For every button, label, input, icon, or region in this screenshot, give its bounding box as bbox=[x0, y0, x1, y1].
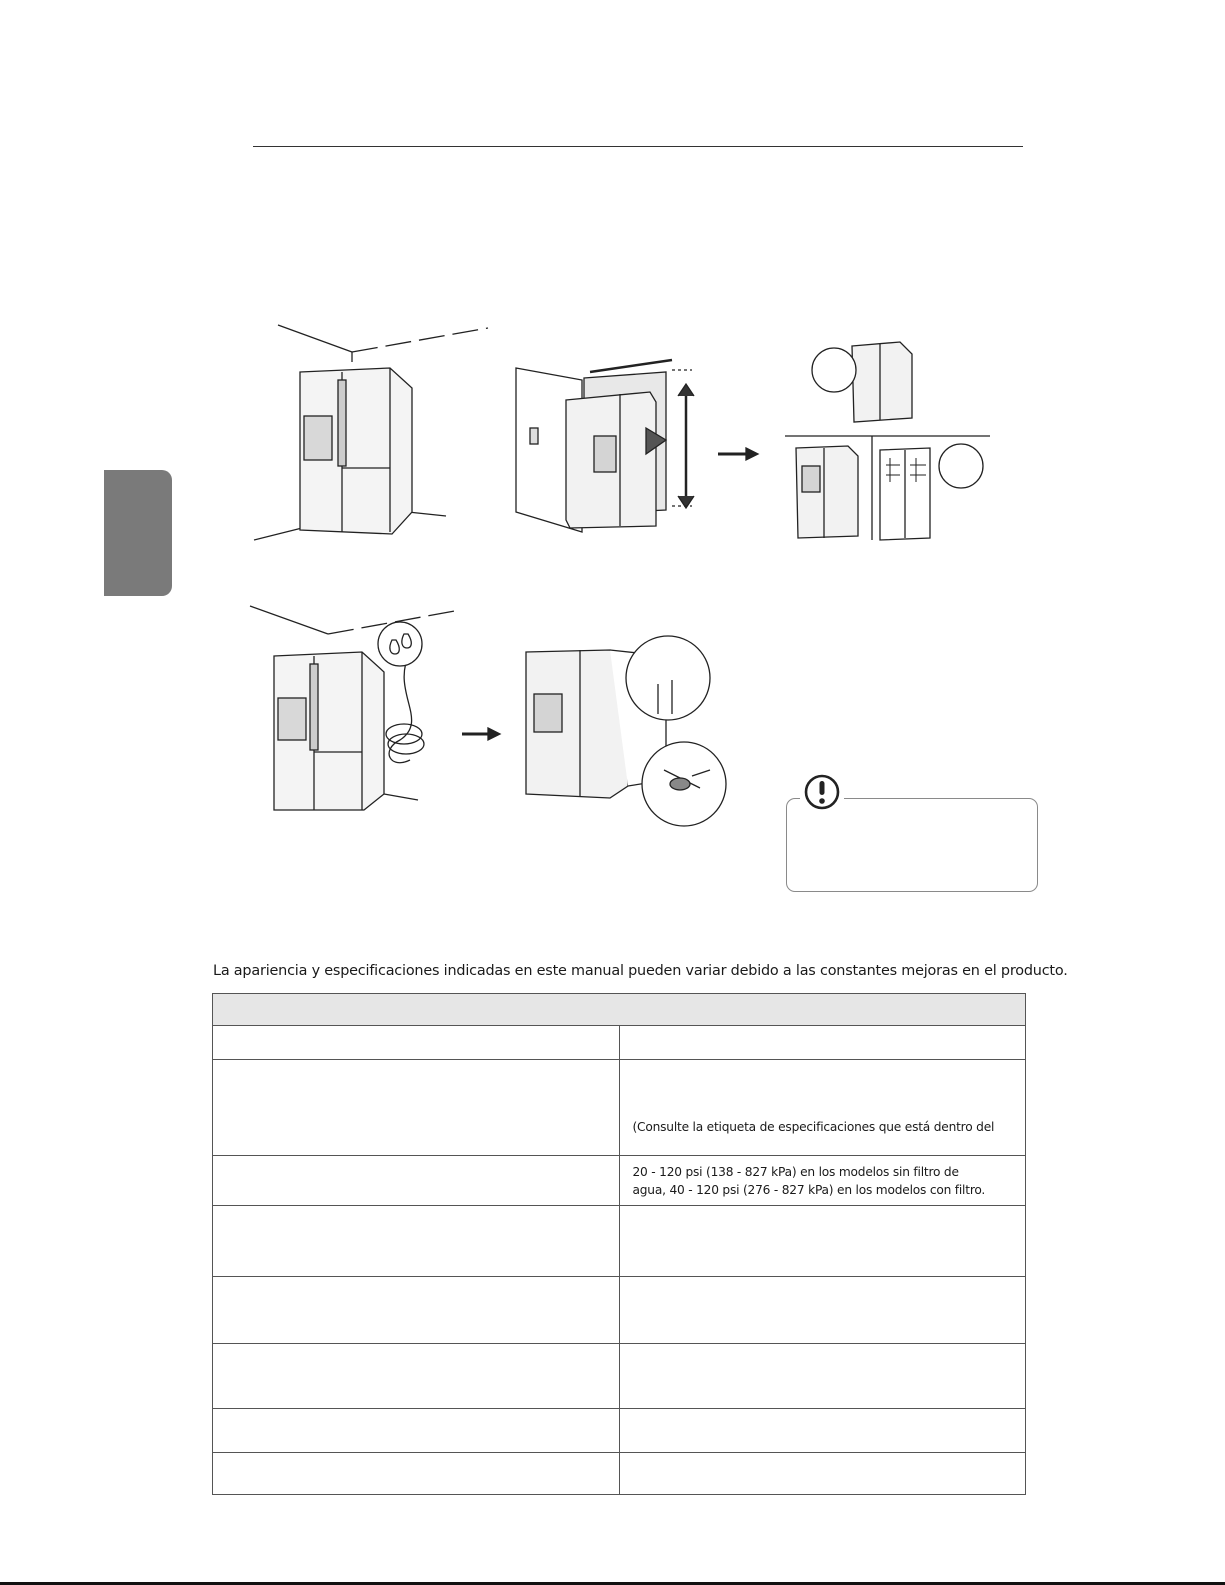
row-value bbox=[619, 1409, 1026, 1453]
row-value-line2: agua, 40 - 120 psi (276 - 827 kPa) en los modelos con filtro. bbox=[632, 1182, 986, 1197]
row-value bbox=[619, 1453, 1026, 1495]
table-row bbox=[213, 1206, 1026, 1277]
table-row bbox=[213, 1409, 1026, 1453]
row-label bbox=[213, 1206, 620, 1277]
row-label bbox=[213, 1060, 620, 1156]
fridge-corner-illustration bbox=[254, 325, 488, 540]
installation-illustrations bbox=[240, 300, 1040, 830]
right-arrow-icon-2 bbox=[462, 728, 500, 740]
table-row bbox=[213, 1453, 1026, 1495]
table-row bbox=[213, 1156, 1026, 1206]
doorway-measure-illustration bbox=[516, 360, 694, 532]
table-row bbox=[213, 1277, 1026, 1344]
row-value-line1: 20 - 120 psi (138 - 827 kPa) en los modelos sin filtro de bbox=[632, 1164, 959, 1179]
row-label bbox=[213, 1409, 620, 1453]
exclamation-circle-icon bbox=[800, 770, 844, 814]
row-value bbox=[619, 1277, 1026, 1344]
table-row bbox=[213, 1344, 1026, 1409]
specifications-table bbox=[212, 993, 1026, 1495]
row-label bbox=[213, 1156, 620, 1206]
row-value bbox=[619, 1206, 1026, 1277]
row-label bbox=[213, 1344, 620, 1409]
table-header bbox=[213, 994, 1026, 1026]
water-line-illustration bbox=[250, 606, 460, 810]
row-label bbox=[213, 1277, 620, 1344]
header-rule bbox=[253, 146, 1023, 147]
door-removal-illustration bbox=[785, 342, 990, 540]
row-label bbox=[213, 1026, 620, 1060]
row-value bbox=[619, 1026, 1026, 1060]
table-row bbox=[213, 1060, 1026, 1156]
right-arrow-icon bbox=[718, 448, 758, 460]
row-label bbox=[213, 1453, 620, 1495]
intro-text: La apariencia y especificaciones indicadas en este manual pueden variar debido a las constantes mejoras en el producto. bbox=[213, 963, 1068, 979]
door-alignment-illustration bbox=[526, 636, 726, 826]
row-value bbox=[619, 1344, 1026, 1409]
row-value: (Consulte la etiqueta de especificaciones que está dentro del bbox=[632, 1120, 995, 1134]
table-row bbox=[213, 1026, 1026, 1060]
section-tab bbox=[104, 470, 172, 596]
